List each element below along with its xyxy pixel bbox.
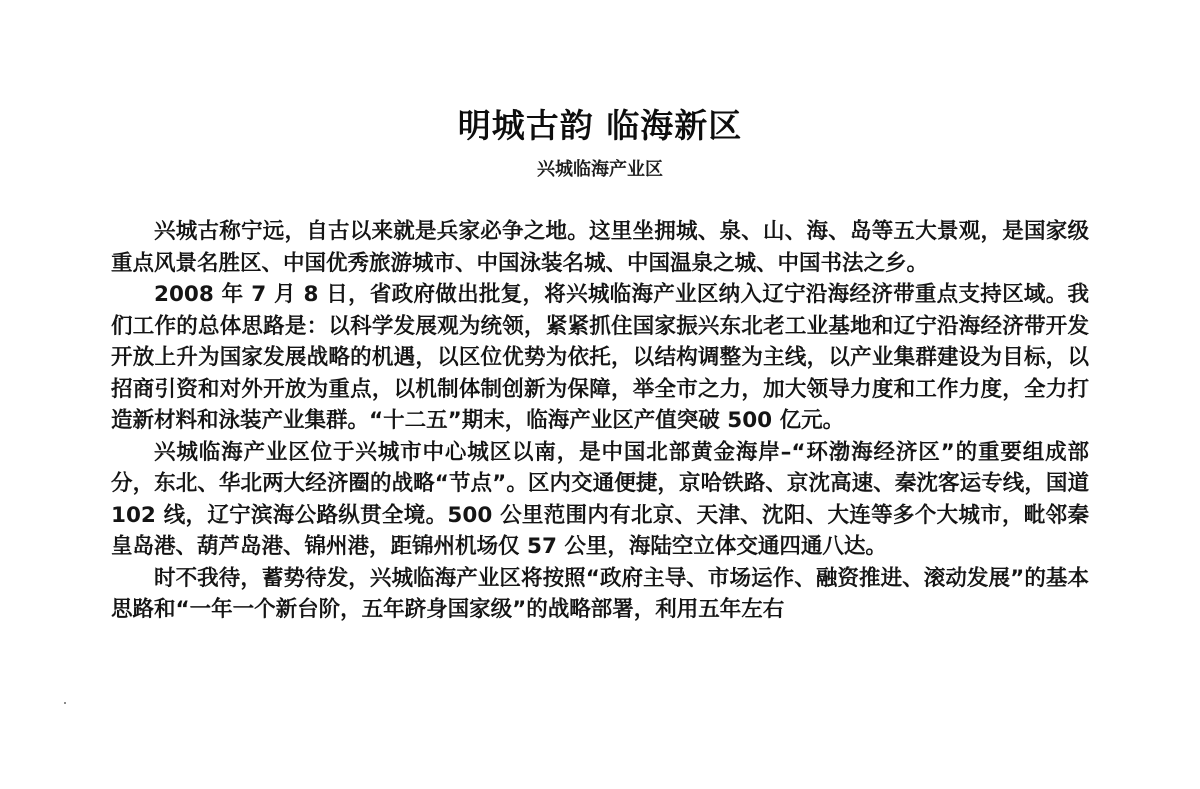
paragraph-approval: 2008 年 7 月 8 日，省政府做出批复，将兴城临海产业区纳入辽宁沿海经济带重点支持区域。我们工作的总体思路是：以科学发展观为统领，紧紧抓住国家振兴东北老工业基地和辽宁沿海经济带开发开放上升为国家发展战略的机遇，以区位优势为依托，以结构调整为主线，以产业集群建设为目标，以招商引资和对外开放为重点，以机制体制创新为保障，举全市之力，加大领导力度和工作力度，全力打造新材料和泳装产业集群。“十二五”期末，临海产业区产值突破 500 亿元。	[111, 282, 1089, 433]
document-title: 明城古韵 临海新区	[457, 106, 743, 145]
document-subtitle: 兴城临海产业区	[537, 159, 663, 180]
paragraph-history: 兴城古称宁远，自古以来就是兵家必争之地。这里坐拥城、泉、山、海、岛等五大景观，是国家级重点风景名胜区、中国优秀旅游城市、中国泳装名城、中国温泉之城、中国书法之乡。	[111, 219, 1089, 276]
paragraph-outlook: 时不我待，蓄势待发，兴城临海产业区将按照“政府主导、市场运作、融资推进、滚动发展”的基本思路和“一年一个新台阶，五年跻身国家级”的战略部署，利用五年左右	[111, 565, 1089, 622]
scan-speck	[64, 702, 66, 704]
document-body	[111, 216, 1089, 626]
paragraph-location: 兴城临海产业区位于兴城市中心城区以南，是中国北部黄金海岸–“环渤海经济区”的重要组成部分，东北、华北两大经济圈的战略“节点”。区内交通便捷，京哈铁路、京沈高速、秦沈客运专线，国道 102 线，辽宁滨海公路纵贯全境。500 公里范围内有北京、天津、沈阳、大连等多个大城市，毗邻秦皇岛港、葫芦岛港、锦州港，距锦州机场仅 57 公里，海陆空立体交通四通八达。	[111, 439, 1089, 559]
